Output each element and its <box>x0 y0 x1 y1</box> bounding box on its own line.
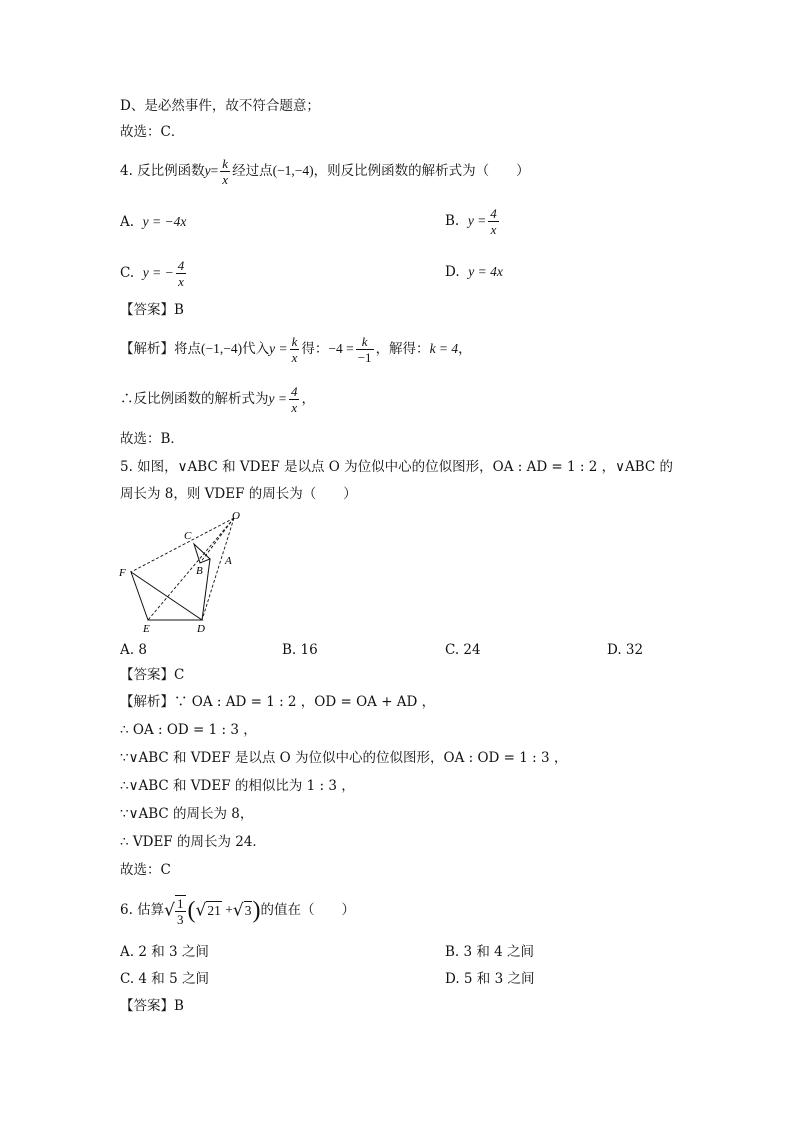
option-c: C. 4 和 5 之间 <box>120 971 209 987</box>
label-e: E <box>143 623 150 635</box>
ray-od <box>202 518 234 620</box>
question-4-stem: 4. 反比例函数y= $\frac{k}{x}$ 经过点(−1,−4)，则反比例函数的解析式为（ ） <box>120 156 530 187</box>
label-d: D <box>197 623 205 635</box>
answer: 【答案】B <box>120 998 184 1014</box>
option-d: D. 5 和 3 之间 <box>445 971 535 987</box>
ray-of <box>131 518 234 572</box>
select-line: 故选：C <box>120 862 171 878</box>
label-f: F <box>119 567 126 579</box>
homothety-figure <box>115 508 255 636</box>
option-b: B. 3 和 4 之间 <box>445 944 535 960</box>
option-c: C. y = − $\frac{4}{x}$ <box>120 258 185 289</box>
select-line: 故选：B． <box>120 431 184 447</box>
text-line: 故选：C． <box>120 124 185 140</box>
option-c: C. 24 <box>445 642 481 658</box>
explanation-line: 【解析】将点(−1,−4)代入y = $\frac{k}{x}$ 得：−4 = $\frac{k}{-1}$ ，解得：k = 4， <box>120 334 472 365</box>
text-line: D、是必然事件，故不符合题意； <box>120 98 320 114</box>
question-6-stem: 6. 估算√ $\frac{1}{3}$ (√21 +√3)的值在（ ） <box>120 895 355 927</box>
label-a: A <box>225 555 232 567</box>
option-d: D. 32 <box>607 642 644 658</box>
answer: 【答案】C <box>120 667 185 683</box>
segment-ad <box>202 559 210 620</box>
explanation-line: ∴反比例函数的解析式为y = $\frac{4}{x}$ ， <box>120 384 315 415</box>
option-a: A. 2 和 3 之间 <box>120 944 209 960</box>
triangle-def <box>131 572 202 620</box>
question-5-stem: 周长为 8，则 VDEF 的周长为（ ） <box>120 486 357 502</box>
explanation-line: ∴∨ABC 和 VDEF 的相似比为 1 : 3 ， <box>120 778 355 794</box>
option-b: B. 16 <box>282 642 318 658</box>
explanation-line: ∴ VDEF 的周长为 24． <box>120 834 266 850</box>
question-5-stem: 5. 如图，∨ABC 和 VDEF 是以点 O 为位似中心的位似图形，OA : AD = 1 : 2 ，∨ABC 的 <box>120 459 674 475</box>
explanation-line: 【解析】∵ OA : AD = 1 : 2 ，OD = OA + AD ， <box>120 694 436 710</box>
option-a: A. 8 <box>120 642 147 658</box>
label-o: O <box>232 510 240 522</box>
answer: 【答案】B <box>120 302 184 318</box>
option-b: B. y = $\frac{4}{x}$ <box>445 206 497 237</box>
option-a: A. y = −4x <box>120 214 187 230</box>
explanation-line: ∵∨ABC 和 VDEF 是以点 O 为位似中心的位似图形，OA : OD = 1 : 3 ， <box>120 750 568 766</box>
explanation-line: ∴ OA : OD = 1 : 3 ， <box>120 722 257 738</box>
explanation-line: ∵∨ABC 的周长为 8， <box>120 806 254 822</box>
label-c: C <box>184 530 192 542</box>
option-d: D. y = 4x <box>445 264 503 280</box>
label-b: B <box>196 565 203 577</box>
